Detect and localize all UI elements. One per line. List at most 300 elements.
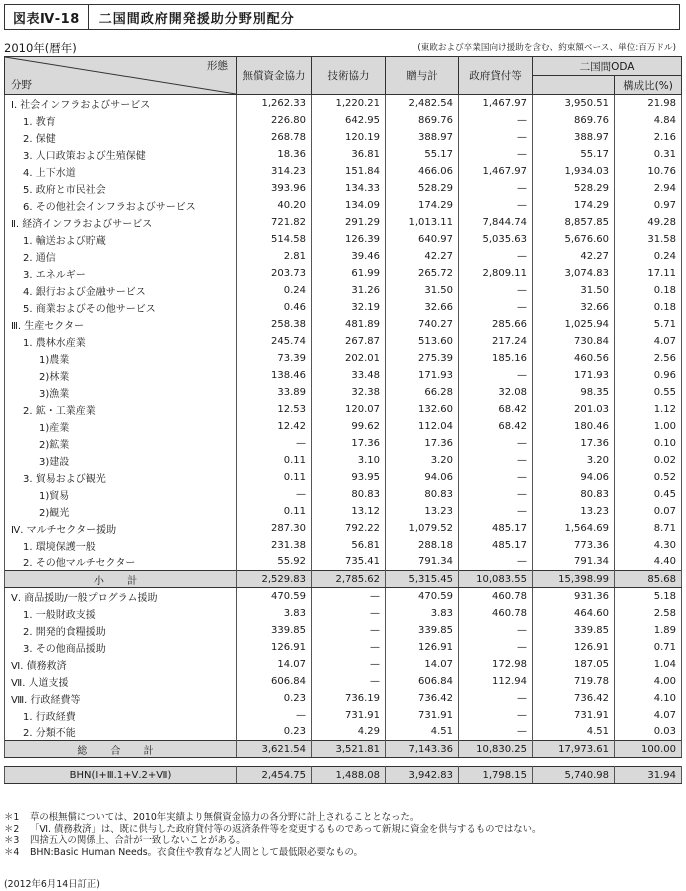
table-row <box>5 146 682 163</box>
total-row <box>5 741 682 758</box>
cell-value: 8,857.85 <box>533 214 615 231</box>
row-label: 1. 教育 <box>5 112 237 129</box>
cell-value: 0.03 <box>615 724 682 741</box>
table-row <box>5 401 682 418</box>
cell-value: 4.10 <box>615 690 682 707</box>
table-row <box>5 639 682 656</box>
cell-value: 339.85 <box>237 622 312 639</box>
cell-value: 1.04 <box>615 656 682 673</box>
cell-value: 642.95 <box>312 112 386 129</box>
cell-value: — <box>459 554 533 571</box>
row-label: 2)鉱業 <box>5 435 237 452</box>
cell-value: 36.81 <box>312 146 386 163</box>
row-label: 1)農業 <box>5 350 237 367</box>
header-grant-total: 贈与計 <box>386 57 459 95</box>
total-value: 100.00 <box>615 741 682 758</box>
table-row <box>5 248 682 265</box>
cell-value: 0.96 <box>615 367 682 384</box>
row-label: Ⅷ. 行政経費等 <box>5 690 237 707</box>
cell-value: 80.83 <box>386 486 459 503</box>
table-row <box>5 418 682 435</box>
note-key: ＊4 <box>4 846 20 858</box>
cell-value: 151.84 <box>312 163 386 180</box>
cell-value: 42.27 <box>533 248 615 265</box>
cell-value: 1,262.33 <box>237 95 312 112</box>
cell-value: 3,074.83 <box>533 265 615 282</box>
cell-value: 171.93 <box>386 367 459 384</box>
cell-value: 528.29 <box>386 180 459 197</box>
subtotal-row <box>5 571 682 588</box>
cell-value: 31.58 <box>615 231 682 248</box>
header-field: 分野 <box>11 79 32 91</box>
table-row <box>5 129 682 146</box>
table-row <box>5 163 682 180</box>
cell-value: 0.23 <box>237 690 312 707</box>
cell-value: 5,035.63 <box>459 231 533 248</box>
cell-value: 460.78 <box>459 588 533 605</box>
cell-value: — <box>459 282 533 299</box>
cell-value: 2.81 <box>237 248 312 265</box>
row-label: 6. その他社会インフラおよびサービス <box>5 197 237 214</box>
cell-value: 7,844.74 <box>459 214 533 231</box>
cell-value: 0.02 <box>615 452 682 469</box>
row-label: 2. 鉱・工業産業 <box>5 401 237 418</box>
cell-value: 773.36 <box>533 537 615 554</box>
cell-value: 112.94 <box>459 673 533 690</box>
cell-value: 791.34 <box>386 554 459 571</box>
cell-value: 126.91 <box>533 639 615 656</box>
cell-value: 4.84 <box>615 112 682 129</box>
note-text: BHN:Basic Human Needs。衣食住や教育など人間として最低限必要なもの。 <box>30 846 363 858</box>
row-label: 3)建設 <box>5 452 237 469</box>
cell-value: 460.78 <box>459 605 533 622</box>
table-row <box>5 95 682 112</box>
cell-value: 17.36 <box>533 435 615 452</box>
cell-value: 869.76 <box>533 112 615 129</box>
row-label: 1)貿易 <box>5 486 237 503</box>
cell-value: 0.11 <box>237 452 312 469</box>
cell-value: 32.08 <box>459 384 533 401</box>
corner-diagonal <box>5 57 236 94</box>
cell-value: 339.85 <box>386 622 459 639</box>
cell-value: 1,564.69 <box>533 520 615 537</box>
cell-value: 735.41 <box>312 554 386 571</box>
row-label: 1. 輸送および貯蔵 <box>5 231 237 248</box>
cell-value: 1.00 <box>615 418 682 435</box>
row-label: Ⅱ. 経済インフラおよびサービス <box>5 214 237 231</box>
header-loan: 政府貸付等 <box>459 57 533 95</box>
row-label: 1. 行政経費 <box>5 707 237 724</box>
cell-value: 99.62 <box>312 418 386 435</box>
total-value: 7,143.36 <box>386 741 459 758</box>
corner-header <box>5 57 237 95</box>
cell-value: — <box>459 452 533 469</box>
cell-value: 466.06 <box>386 163 459 180</box>
table-row <box>5 333 682 350</box>
cell-value: 13.12 <box>312 503 386 520</box>
row-label: Ⅳ. マルチセクター援助 <box>5 520 237 537</box>
cell-value: 120.19 <box>312 129 386 146</box>
table-row <box>5 605 682 622</box>
row-label: 5. 商業およびその他サービス <box>5 299 237 316</box>
cell-value: 2,809.11 <box>459 265 533 282</box>
cell-value: 0.23 <box>237 724 312 741</box>
row-label: Ⅴ. 商品援助/一般プログラム援助 <box>5 588 237 605</box>
cell-value: 513.60 <box>386 333 459 350</box>
row-label: 2)観光 <box>5 503 237 520</box>
cell-value: — <box>459 367 533 384</box>
subtotal-value: 15,398.99 <box>533 571 615 588</box>
table-row <box>5 622 682 639</box>
cell-value: 13.23 <box>533 503 615 520</box>
table-row <box>5 214 682 231</box>
cell-value: 1,934.03 <box>533 163 615 180</box>
cell-value: 14.07 <box>386 656 459 673</box>
row-label: 3)漁業 <box>5 384 237 401</box>
row-label: 2. 分類不能 <box>5 724 237 741</box>
table-row <box>5 180 682 197</box>
cell-value: 55.17 <box>386 146 459 163</box>
cell-value: 185.16 <box>459 350 533 367</box>
cell-value: — <box>237 707 312 724</box>
cell-value: 93.95 <box>312 469 386 486</box>
cell-value: 485.17 <box>459 520 533 537</box>
table-row <box>5 384 682 401</box>
cell-value: 33.48 <box>312 367 386 384</box>
cell-value: 66.28 <box>386 384 459 401</box>
cell-value: 1,220.21 <box>312 95 386 112</box>
spacer-cell <box>459 758 533 767</box>
row-label: 1. 環境保護一般 <box>5 537 237 554</box>
spacer-cell <box>386 758 459 767</box>
cell-value: 291.29 <box>312 214 386 231</box>
cell-value: — <box>237 486 312 503</box>
cell-value: 174.29 <box>533 197 615 214</box>
row-label: 3. その他商品援助 <box>5 639 237 656</box>
cell-value: 3.83 <box>386 605 459 622</box>
allocation-table <box>4 56 682 784</box>
cell-value: 55.92 <box>237 554 312 571</box>
bhn-value: 1,798.15 <box>459 767 533 784</box>
cell-value: 231.38 <box>237 537 312 554</box>
row-label: 2. その他マルチセクター <box>5 554 237 571</box>
note-key: ＊2 <box>4 823 20 835</box>
cell-value: 3.10 <box>312 452 386 469</box>
cell-value: 39.46 <box>312 248 386 265</box>
table-row <box>5 265 682 282</box>
cell-value: 98.35 <box>533 384 615 401</box>
cell-value: 2,482.54 <box>386 95 459 112</box>
bhn-row <box>5 767 682 784</box>
cell-value: 21.98 <box>615 95 682 112</box>
cell-value: 731.91 <box>386 707 459 724</box>
bhn-value: 1,488.08 <box>312 767 386 784</box>
cell-value: 226.80 <box>237 112 312 129</box>
cell-value: — <box>459 707 533 724</box>
table-row <box>5 486 682 503</box>
table-row <box>5 503 682 520</box>
cell-value: 126.39 <box>312 231 386 248</box>
cell-value: — <box>312 605 386 622</box>
table-row <box>5 707 682 724</box>
cell-value: 49.28 <box>615 214 682 231</box>
cell-value: 736.42 <box>533 690 615 707</box>
row-label: 5. 政府と市民社会 <box>5 180 237 197</box>
row-label: 2. 保健 <box>5 129 237 146</box>
total-value: 3,521.81 <box>312 741 386 758</box>
spacer-cell <box>533 758 615 767</box>
table-row <box>5 350 682 367</box>
cell-value: 4.30 <box>615 537 682 554</box>
cell-value: 31.50 <box>533 282 615 299</box>
cell-value: — <box>459 622 533 639</box>
cell-value: 265.72 <box>386 265 459 282</box>
cell-value: 31.50 <box>386 282 459 299</box>
notes <box>4 812 541 858</box>
cell-value: 275.39 <box>386 350 459 367</box>
header-bilateral: 二国間ODA <box>533 57 682 76</box>
unit-note: (東欧および卒業国向け援助を含む、約束額ベース、単位:百万ドル) <box>417 43 676 53</box>
cell-value: 4.40 <box>615 554 682 571</box>
cell-value: 8.71 <box>615 520 682 537</box>
cell-value: 791.34 <box>533 554 615 571</box>
cell-value: 201.03 <box>533 401 615 418</box>
cell-value: 1,025.94 <box>533 316 615 333</box>
cell-value: 32.38 <box>312 384 386 401</box>
spacer-cell <box>312 758 386 767</box>
table-row <box>5 588 682 605</box>
cell-value: 94.06 <box>533 469 615 486</box>
cell-value: 470.59 <box>386 588 459 605</box>
cell-value: 17.11 <box>615 265 682 282</box>
cell-value: 740.27 <box>386 316 459 333</box>
note-text: 四捨五入の関係上、合計が一致しないことがある。 <box>30 835 246 847</box>
cell-value: 80.83 <box>533 486 615 503</box>
cell-value: 4.51 <box>386 724 459 741</box>
row-label: Ⅲ. 生産セクター <box>5 316 237 333</box>
bhn-value: 31.94 <box>615 767 682 784</box>
cell-value: 68.42 <box>459 401 533 418</box>
subtotal-value: 5,315.45 <box>386 571 459 588</box>
cell-value: — <box>459 299 533 316</box>
row-label: Ⅶ. 人道支援 <box>5 673 237 690</box>
header-tech: 技術協力 <box>312 57 386 95</box>
cell-value: 187.05 <box>533 656 615 673</box>
cell-value: — <box>459 724 533 741</box>
cell-value: 0.10 <box>615 435 682 452</box>
table-row <box>5 537 682 554</box>
cell-value: 464.60 <box>533 605 615 622</box>
header-grant: 無償資金協力 <box>237 57 312 95</box>
row-label: 4. 上下水道 <box>5 163 237 180</box>
cell-value: 180.46 <box>533 418 615 435</box>
note-key: ＊3 <box>4 835 20 847</box>
row-label: 1. 農林水産業 <box>5 333 237 350</box>
cell-value: — <box>459 180 533 197</box>
cell-value: 2.94 <box>615 180 682 197</box>
cell-value: 120.07 <box>312 401 386 418</box>
year-label: 2010年(暦年) <box>4 41 77 55</box>
cell-value: — <box>312 673 386 690</box>
cell-value: 4.07 <box>615 707 682 724</box>
cell-value: — <box>459 146 533 163</box>
cell-value: 528.29 <box>533 180 615 197</box>
cell-value: 12.53 <box>237 401 312 418</box>
cell-value: 0.45 <box>615 486 682 503</box>
bhn-value: 3,942.83 <box>386 767 459 784</box>
cell-value: 388.97 <box>386 129 459 146</box>
cell-value: 4.00 <box>615 673 682 690</box>
cell-value: 869.76 <box>386 112 459 129</box>
cell-value: 1.12 <box>615 401 682 418</box>
spacer-cell <box>615 758 682 767</box>
cell-value: — <box>459 690 533 707</box>
cell-value: 288.18 <box>386 537 459 554</box>
cell-value: — <box>459 112 533 129</box>
cell-value: 5.18 <box>615 588 682 605</box>
cell-value: 0.11 <box>237 503 312 520</box>
cell-value: — <box>459 248 533 265</box>
title-box <box>4 4 680 30</box>
cell-value: — <box>459 503 533 520</box>
cell-value: 0.55 <box>615 384 682 401</box>
note-2 <box>4 824 541 836</box>
cell-value: 3.20 <box>533 452 615 469</box>
cell-value: 485.17 <box>459 537 533 554</box>
note-1 <box>4 812 541 824</box>
cell-value: 1,467.97 <box>459 95 533 112</box>
row-label: 4. 銀行および金融サービス <box>5 282 237 299</box>
note-4 <box>4 847 541 859</box>
cell-value: 736.42 <box>386 690 459 707</box>
subheader <box>4 40 680 54</box>
cell-value: 112.04 <box>386 418 459 435</box>
cell-value: 719.78 <box>533 673 615 690</box>
cell-value: 132.60 <box>386 401 459 418</box>
cell-value: 134.33 <box>312 180 386 197</box>
cell-value: 17.36 <box>312 435 386 452</box>
cell-value: 5.71 <box>615 316 682 333</box>
cell-value: 640.97 <box>386 231 459 248</box>
row-label: 1. 一般財政支援 <box>5 605 237 622</box>
subtotal-value: 10,083.55 <box>459 571 533 588</box>
cell-value: 285.66 <box>459 316 533 333</box>
row-label: 2. 開発的食糧援助 <box>5 622 237 639</box>
header-ratio: 構成比(%) <box>615 76 682 95</box>
revision-note: (2012年6月14日訂正) <box>4 879 100 890</box>
cell-value: 1,467.97 <box>459 163 533 180</box>
cell-value: 314.23 <box>237 163 312 180</box>
note-text: 草の根無償については、2010年実績より無償資金協力の各分野に計上されることとなった。 <box>30 812 420 823</box>
cell-value: — <box>459 129 533 146</box>
cell-value: 32.19 <box>312 299 386 316</box>
cell-value: 1,079.52 <box>386 520 459 537</box>
row-label: 3. エネルギー <box>5 265 237 282</box>
row-label: Ⅰ. 社会インフラおよびサービス <box>5 95 237 112</box>
table-row <box>5 520 682 537</box>
cell-value: 4.29 <box>312 724 386 741</box>
cell-value: 393.96 <box>237 180 312 197</box>
note-text: 「Ⅵ. 債務救済」は、既に供与した政府貸付等の返済条件等を変更するものであって新規に資金を供与するものではない。 <box>30 823 542 835</box>
cell-value: — <box>459 639 533 656</box>
cell-value: 3,950.51 <box>533 95 615 112</box>
cell-value: 42.27 <box>386 248 459 265</box>
bhn-value: 2,454.75 <box>237 767 312 784</box>
cell-value: 55.17 <box>533 146 615 163</box>
cell-value: 731.91 <box>533 707 615 724</box>
cell-value: 0.24 <box>237 282 312 299</box>
table-row <box>5 554 682 571</box>
cell-value: 0.46 <box>237 299 312 316</box>
cell-value: — <box>459 469 533 486</box>
cell-value: 0.31 <box>615 146 682 163</box>
total-value: 10,830.25 <box>459 741 533 758</box>
table-row <box>5 197 682 214</box>
cell-value: 258.38 <box>237 316 312 333</box>
cell-value: 514.58 <box>237 231 312 248</box>
cell-value: 80.83 <box>312 486 386 503</box>
cell-value: 1,013.11 <box>386 214 459 231</box>
spacer-cell <box>5 758 237 767</box>
cell-value: 245.74 <box>237 333 312 350</box>
spacer-cell <box>237 758 312 767</box>
subtotal-value: 2,529.83 <box>237 571 312 588</box>
cell-value: 481.89 <box>312 316 386 333</box>
cell-value: 2.56 <box>615 350 682 367</box>
cell-value: — <box>312 639 386 656</box>
table-row <box>5 231 682 248</box>
cell-value: 172.98 <box>459 656 533 673</box>
cell-value: 171.93 <box>533 367 615 384</box>
cell-value: 0.07 <box>615 503 682 520</box>
subtotal-label: 小 計 <box>5 571 237 588</box>
table-row <box>5 282 682 299</box>
cell-value: 202.01 <box>312 350 386 367</box>
cell-value: 4.51 <box>533 724 615 741</box>
cell-value: — <box>459 435 533 452</box>
cell-value: 217.24 <box>459 333 533 350</box>
cell-value: 0.97 <box>615 197 682 214</box>
row-label: 3. 人口政策および生殖保健 <box>5 146 237 163</box>
cell-value: 68.42 <box>459 418 533 435</box>
cell-value: 32.66 <box>386 299 459 316</box>
cell-value: 0.24 <box>615 248 682 265</box>
subtotal-value: 85.68 <box>615 571 682 588</box>
row-label: 1)産業 <box>5 418 237 435</box>
header-bilateral-blank <box>533 76 615 95</box>
cell-value: 792.22 <box>312 520 386 537</box>
note-key: ＊1 <box>4 812 20 823</box>
row-label: Ⅵ. 債務救済 <box>5 656 237 673</box>
cell-value: 470.59 <box>237 588 312 605</box>
total-value: 3,621.54 <box>237 741 312 758</box>
cell-value: — <box>459 486 533 503</box>
cell-value: 730.84 <box>533 333 615 350</box>
cell-value: 126.91 <box>237 639 312 656</box>
cell-value: 3.83 <box>237 605 312 622</box>
cell-value: 0.71 <box>615 639 682 656</box>
table-row <box>5 367 682 384</box>
table-row <box>5 316 682 333</box>
cell-value: — <box>237 435 312 452</box>
table-row <box>5 435 682 452</box>
cell-value: 736.19 <box>312 690 386 707</box>
bhn-label: BHN(Ⅰ+Ⅲ.1+Ⅴ.2+Ⅶ) <box>5 767 237 784</box>
table-row <box>5 656 682 673</box>
cell-value: 40.20 <box>237 197 312 214</box>
cell-value: 94.06 <box>386 469 459 486</box>
table-row <box>5 452 682 469</box>
